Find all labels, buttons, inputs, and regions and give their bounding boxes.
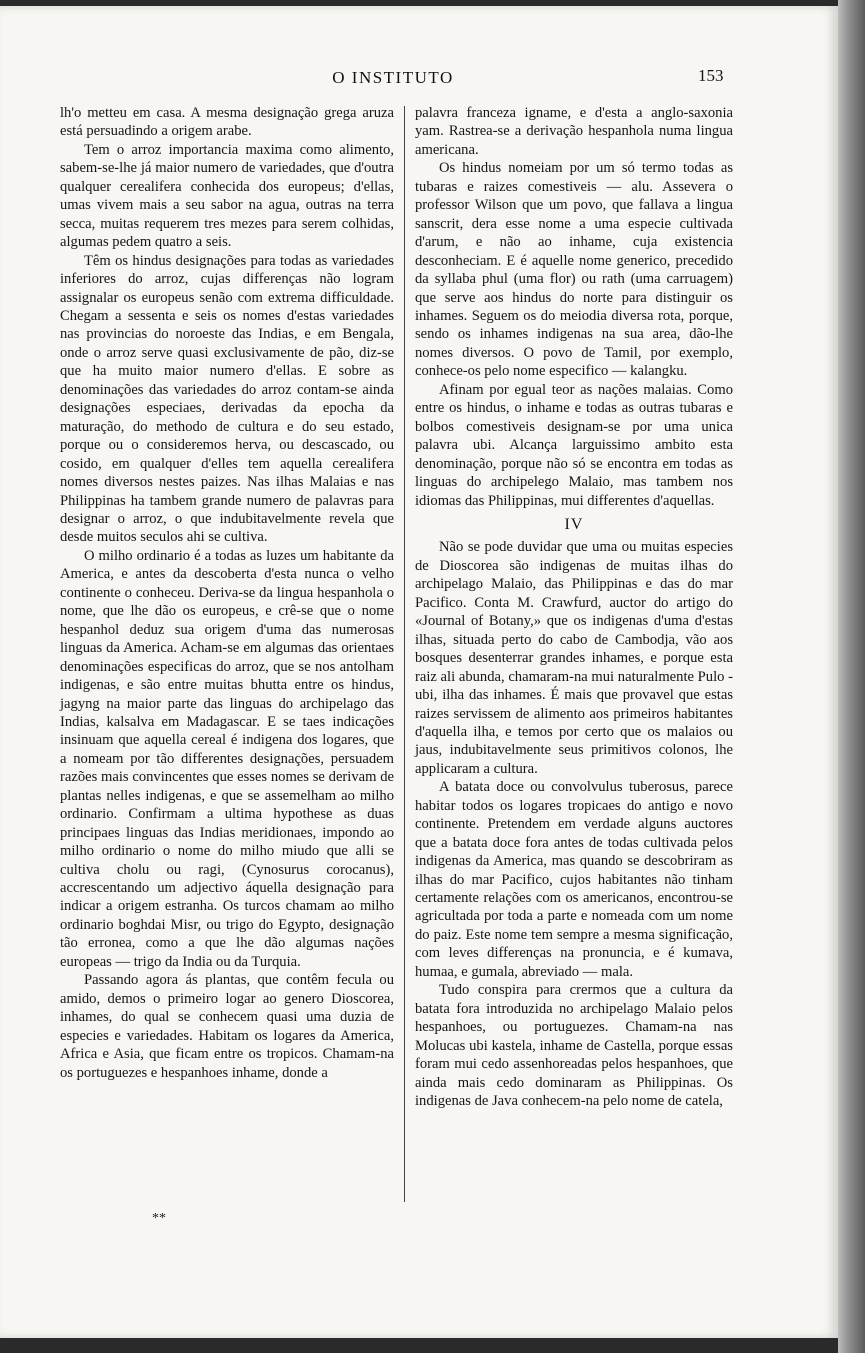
book-page [0,6,838,1338]
signature-mark: ** [152,1211,166,1226]
running-header-title: O INSTITUTO [332,68,454,87]
paragraph: Tem o arroz importancia maxima como alimento, sabem-se-lhe já maior numero de variedades, que d'outra qualquer cerealifera conhecida dos europeus; d'ellas, umas vivem mais a seu sabor na agua, outras na terra secca, muitas requerem tres mezes para serem colhidas, algumas pedem quatro a seis. [60,141,394,251]
paragraph: palavra franceza igname, e d'esta a anglo-saxonia yam. Rastrea-se a derivação hespanhola numa lingua americana. [415,105,733,158]
paragraph: Não se pode duvidar que uma ou muitas especies de Dioscorea são indigenas de muitas ilhas do archipelago Malaio, das Philippinas e das do mar Pacifico. Conta M. Crawfurd, auctor do artigo do «Journal of Botany,» que os indigenas d'uma d'estas ilhas, situada perto do cabo de Cambodja, vão aos bosques desenterrar grandes inhames, e porque esta raiz ali abunda, chamaram-na mui naturalmente Pulo -ubi, ilha das inhames. É mais que provavel que estas raizes servissem de alimento aos primeiros habitantes d'aquella ilha, e temos por certo que os malaios ou jaus, indubitavelmente seus primitivos colonos, lhe applicaram a cultura. [415,539,733,777]
book-edge [838,0,865,1353]
paragraph: Afinam por egual teor as nações malaias. Como entre os hindus, o inhame e todas as outras tubaras e bolbos comestiveis designam-se por uma unica palavra ubi. Alcança larguissimo ambito esta denominação, porque não só se encontra em todas as linguas do archipelego Malaio, mas tambem nos idiomas das Philippinas, mui differentes d'aquellas. [415,381,733,509]
column-divider [404,106,405,1202]
left-column [60,104,394,1082]
right-column [415,104,733,1110]
paragraph: A batata doce ou convolvulus tuberosus, parece habitar todos os logares tropicaes do antigo e novo continente. Pretendem em verdade alguns auctores que a batata doce fora antes de todas cultivada pelos indigenas da America, mas quando se descobriram as ilhas do mar Pacifico, cujos habitantes não tinham certamente relações com os americanos, encontrou-se agricultada por toda a parte e nomeada com um nome do paiz. Este nome tem sempre a mesma significação, com leves differenças na pronuncia, e é kumava, humaa, e gumala, abreviado — mala. [415,779,733,980]
paragraph: Têm os hindus designações para todas as variedades inferiores do arroz, cujas differenças não logram assignalar os europeus senão com extrema difficuldade. Chegam a sessenta e seis os nomes d'estas variedades nas provincias do noroeste das Indias, e em Bengala, onde o arroz serve quasi exclusivamente de pão, diz-se que ha muito maior numero d'ellas. E sobre as denominações das variedades do arroz contam-se ainda designações especiaes, derivadas da epocha da maturação, do methodo de cultura e do seu estado, porque ou o consideremos herva, ou descascado, ou cosido, em qualquer d'elles tem aquella cerealifera nomes diversos nestes paizes. Nas ilhas Malaias e nas Philippinas ha tambem grande numero de palavras para designar o arroz, o que indubitavelmente revela que desde muitos seculos ahi se cultiva. [60,252,394,546]
section-heading: IV [564,515,584,533]
paragraph: lh'o metteu em casa. A mesma designação grega aruza está persuadindo a origem arabe. [60,105,394,140]
paragraph: Os hindus nomeiam por um só termo todas as tubaras e raizes comestiveis — alu. Assevera o professor Wilson que um povo, que fallava a lingua sanscrit, dera esse nome a uma especie cultivada d'arum, e não ao inhame, cuja existencia desconheciam. E é aquelle nome generico, precedido da syllaba phul (uma flor) ou rath (uma carruagem) que serve aos hindus do norte para distinguir os inhames. Seguem os do meiodia diversa rota, porque, sendo os inhames indigenas na sua area, dão-lhe nomes diversos. O povo de Tamil, por exemplo, conhece-os pelo nome especifico — kalangku. [415,160,733,380]
paragraph: Passando agora ás plantas, que contêm fecula ou amido, demos o primeiro logar ao genero Dioscorea, inhames, do qual se conhecem quasi uma duzia de especies e variedades. Habitam os logares da America, Africa e Asia, que ficam entre os tropicos. Chamam-na os portuguezes e hespanhoes inhame, donde a [60,972,394,1081]
paragraph: O milho ordinario é a todas as luzes um habitante da America, e antes da descoberta d'esta nunca o velho continente o conheceu. Deriva-se da lingua hespanhola o nome, que lhe dão os europeus, e crê-se que o nome hespanhol deduz sua origem d'uma das numerosas linguas da America. Acham-se em algumas das orientaes denominações especificas do arroz, que se nos antolham indigenas, e são entre muitas bhutta entre os hindus, jagyng na maior parte das linguas do archipelago das Indias, kalsalva em Madagascar. E se taes indicações insinuam que aquella cereal é indigena dos logares, que a nomeam por tão differentes designações, persuadem razões mais convincentes que esses nomes se derivam de plantas nelles indigenas, e que se assemelham ao milho ordinario. Confirmam a ultima hypothese as duas principaes linguas das Indias meridionaes, impondo ao milho ordinario o nome do milho miudo que alli se cultiva cholu ou ragi, (Cynosurus corocanus), accrescentando um adjectivo áquella designação para indicar a origem estranha. Os turcos chamam ao milho ordinario boghdai Misr, ou trigo do Egypto, designação tão erronea, como a que lhe dão algumas nações europeas — trigo da India ou da Turquia. [60,547,394,970]
page-number: 153 [698,66,724,85]
paragraph: Tudo conspira para crermos que a cultura da batata fora introduzida no archipelago Malaio pelos hespanhoes, ou portuguezes. Chamam-na nas Molucas ubi kastela, inhame de Castella, porque essas foram mui cedo assenhoreadas pelos hespanhoes, que ainda mais cedo dominaram as Philippinas. Os indigenas de Java conhecem-na pelo nome de catela, [415,982,733,1110]
